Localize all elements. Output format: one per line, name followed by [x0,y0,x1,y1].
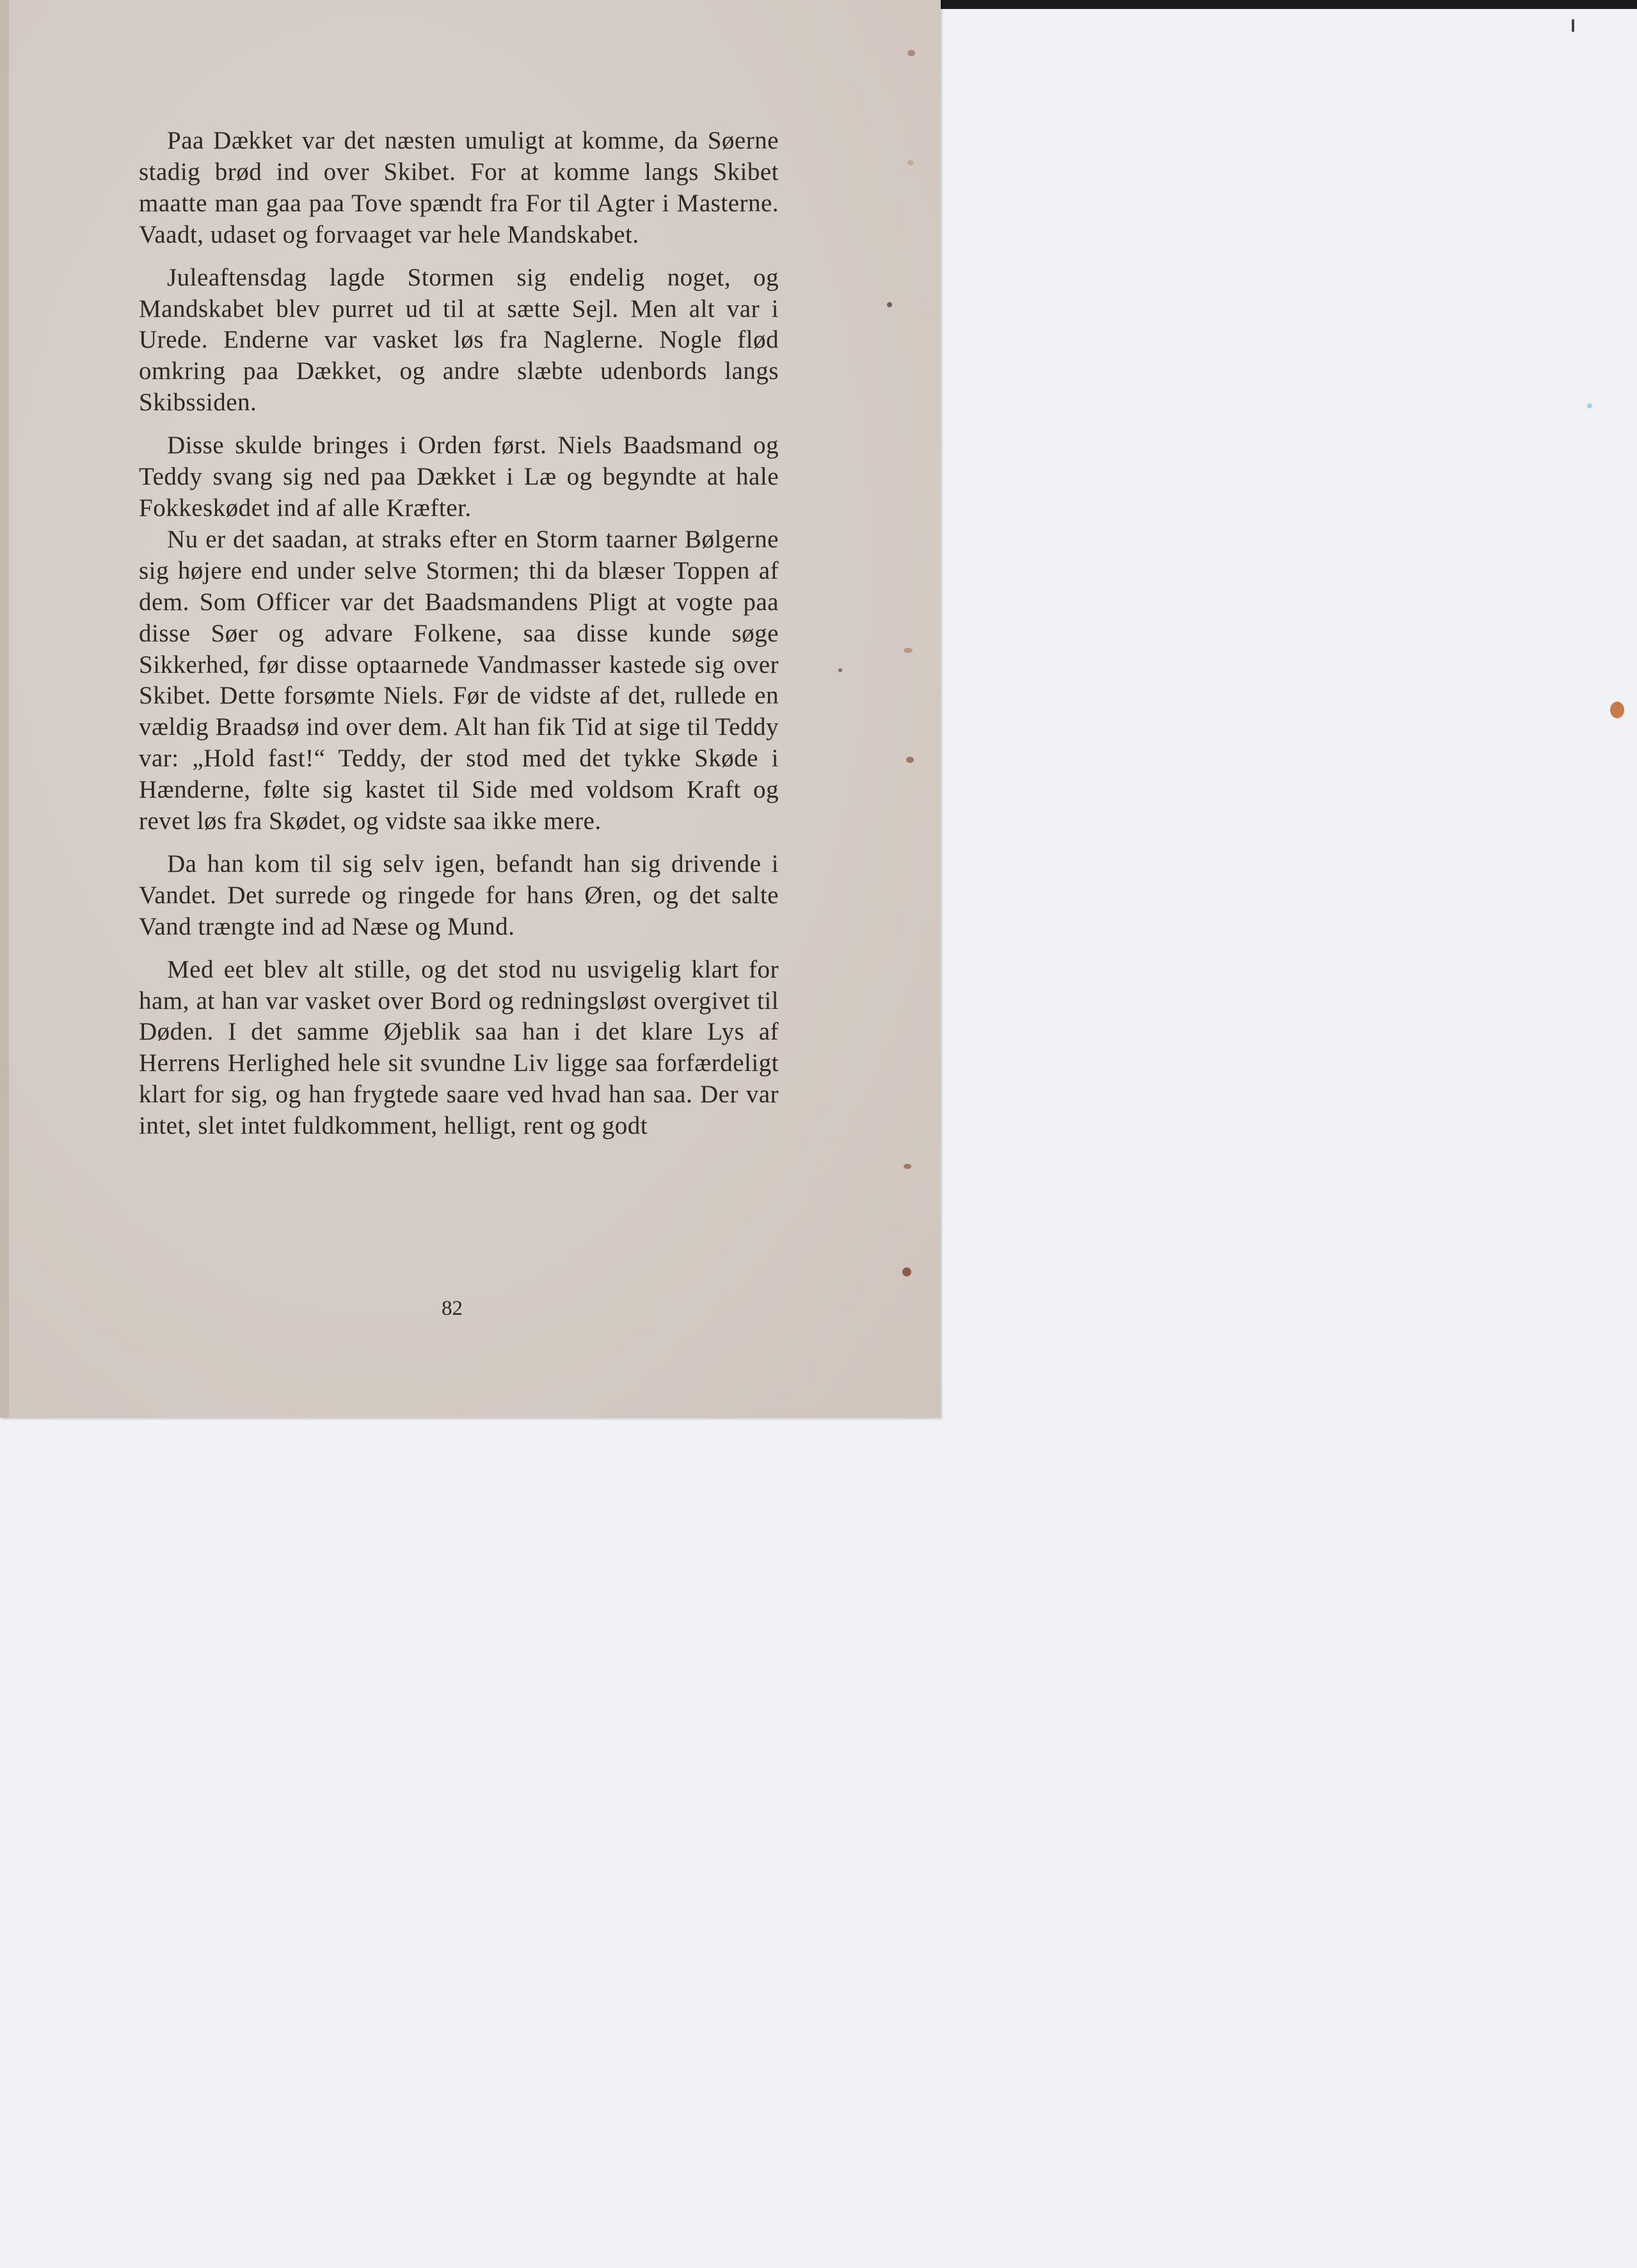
page-speck [907,50,915,56]
page-speck [902,1267,911,1276]
page-edge-shadow [0,0,9,1418]
paragraph: Nu er det saadan, at straks efter en Storm taarner Bølgerne sig højere end under selve Stormen; thi da blæser Toppen af dem. Som Officer var det Baadsmandens Pligt at vogte paa disse Søer og advare Folkene, saa disse kunde søge Sikkerhed, før disse optaarnede Vandmasser kastede sig over Skibet. Dette forsømte Niels. Før de vidste af det, rullede en vældig Braadsø ind over dem. Alt han fik Tid at sige til Teddy var: „Hold fast!“ Teddy, der stod med det tykke Skøde i Hænderne, følte sig kastet til Side med voldsom Kraft og revet løs fra Skødet, og vidste saa ikke mere. [139,525,779,835]
paragraph: Juleaftensdag lagde Stormen sig endelig noget, og Mandskabet blev purret ud til at sætte Sejl. Men alt var i Urede. Enderne var vasket løs fra Naglerne. Nogle flød omkring paa Dækket, og andre slæbte udenbords langs Skibssiden. [139,263,779,417]
paragraph: Disse skulde bringes i Orden først. Niels Baadsmand og Teddy svang sig ned paa Dækket i Læ og begyndte at hale Fokkeskødet ind af alle Kræfter. [139,431,779,522]
paragraph: Paa Dækket var det næsten umuligt at komme, da Søerne stadig brød ind over Skibet. For at komme langs Skibet maatte man gaa paa Tove spændt fra For til Agter i Masterne. Vaadt, udaset og forvaaget var hele Mandskabet. [139,127,779,248]
page-body-text [139,125,779,1142]
paragraph: Med eet blev alt stille, og det stod nu usvigelig klart for ham, at han var vasket over Bord og redningsløst overgivet til Døden. I det samme Øjeblik saa han i det klare Lys af Herrens Herlighed hele sit svundne Liv ligge saa forfærdeligt klart for sig, og han frygtede saare ved hvad han saa. Der var intet, slet intet fuldkomment, helligt, rent og godt [139,955,779,1140]
page-speck [904,648,913,653]
book-page [0,0,941,1418]
page-speck [887,302,892,307]
page-speck [838,668,842,672]
bed-speck [1587,403,1592,408]
bed-speck [1572,19,1574,32]
bed-speck [1610,702,1624,718]
paragraph: Da han kom til sig selv igen, befandt han sig drivende i Vandet. Det surrede og ringede for hans Øren, og det salte Vand trængte ind ad Næse og Mund. [139,849,779,940]
page-speck [904,1164,911,1169]
page-number: 82 [442,1297,463,1320]
page-speck [906,757,914,763]
page-speck [907,160,914,165]
